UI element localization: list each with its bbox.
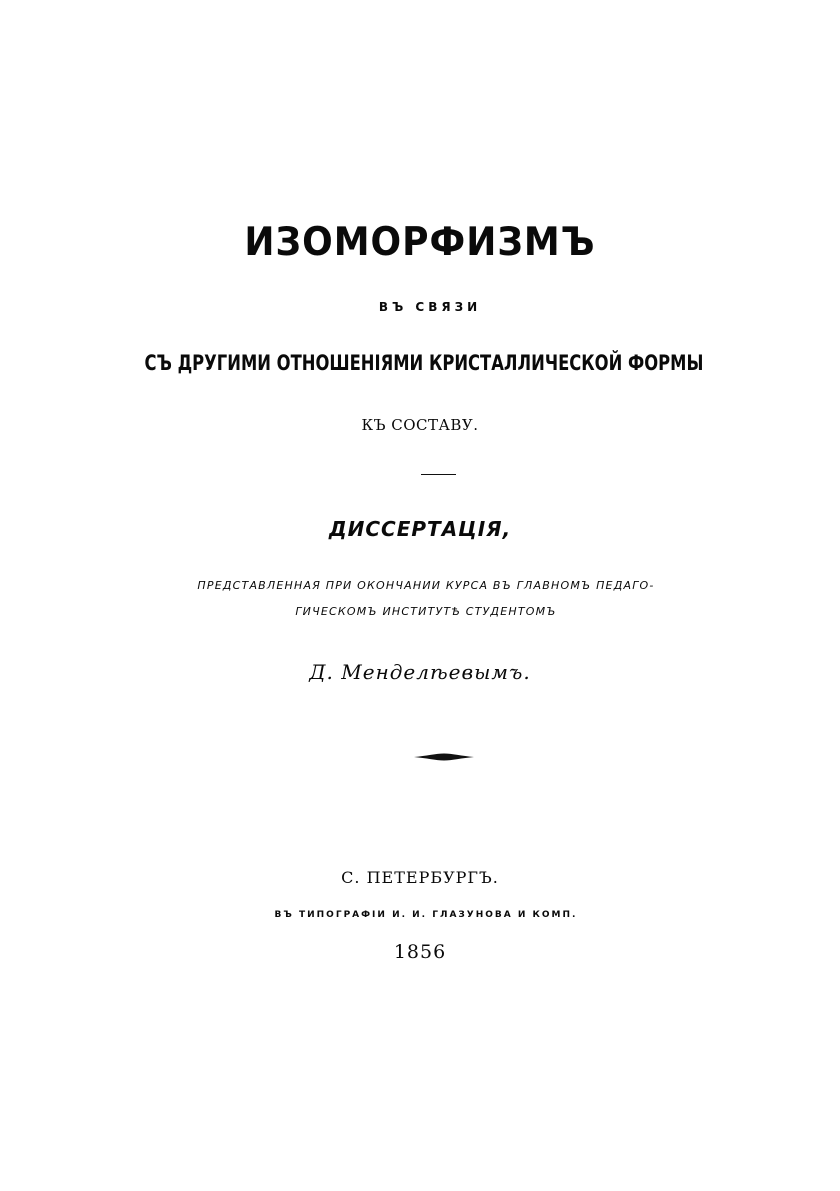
publication-year: 1856	[393, 941, 447, 963]
description-line-1: ПРЕДСТАВЛЕННАЯ ПРИ ОКОНЧАНИИ КУРСА ВЪ ГЛАВНОМЪ ПЕДАГО-	[197, 579, 655, 592]
book-title: ИЗОМОРФИЗМЪ	[244, 220, 596, 265]
subtitle-line-3: КЪ СОСТАВУ.	[361, 416, 479, 434]
author-name: Д. Менделѣевымъ.	[309, 660, 531, 684]
printer-line: ВЪ ТИПОГРАФІИ И. И. ГЛАЗУНОВА И КОМП.	[274, 910, 578, 920]
subtitle-line-1: ВЪ СВЯЗИ	[378, 300, 482, 314]
subtitle-line-2: СЪ ДРУГИМИ ОТНОШЕНІЯМИ КРИСТАЛЛИЧЕСКОЙ ФОРМЫ	[144, 351, 704, 375]
publication-city: С. ПЕТЕРБУРГЪ.	[341, 868, 499, 887]
separator-rule	[421, 474, 456, 475]
ornament-divider	[412, 749, 476, 765]
description-line-2: ГИЧЕСКОМЪ ИНСТИТУТѢ СТУДЕНТОМЪ	[295, 605, 557, 618]
genre-heading: ДИССЕРТАЦІЯ,	[328, 517, 512, 541]
